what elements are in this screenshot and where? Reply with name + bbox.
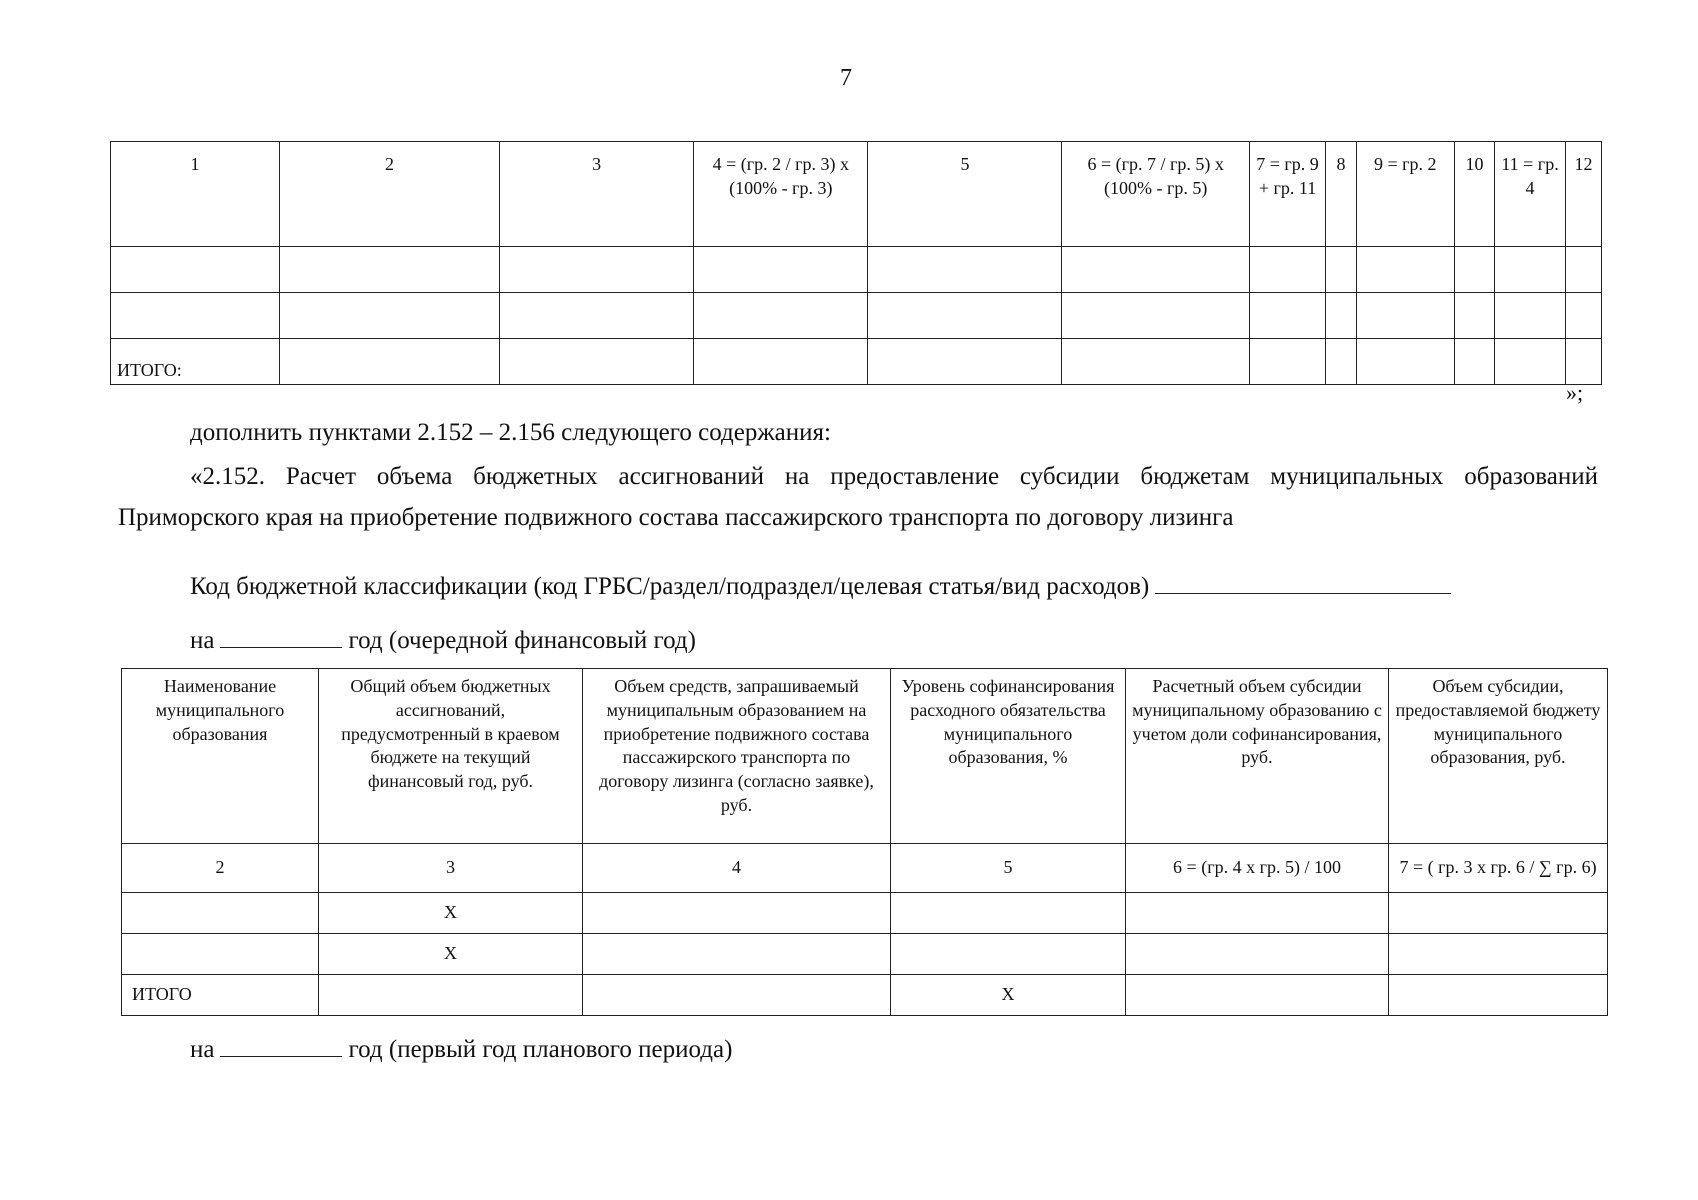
table-2-number-cell: 2 — [122, 844, 319, 893]
table-2-total-label: ИТОГО — [122, 975, 319, 1016]
page-number: 7 — [840, 65, 852, 91]
table-cell — [500, 247, 694, 293]
table-2-header-cell: Расчетный объем субсидии муниципальному образованию с учетом доли софинансирования, руб. — [1126, 669, 1389, 844]
table-cell — [1126, 893, 1389, 934]
table-2-number-cell: 3 — [319, 844, 583, 893]
table-cell — [1495, 293, 1566, 339]
table-cell — [1062, 247, 1249, 293]
table-cell — [279, 247, 499, 293]
table-cell — [111, 293, 280, 339]
table-2-header-cell: Наименование муниципального образования — [122, 669, 319, 844]
table-row — [111, 293, 1602, 339]
table-1-header-cell: 5 — [868, 142, 1062, 247]
table-cell — [1565, 339, 1601, 385]
year-line-1-prefix: на — [190, 627, 215, 654]
table-cell — [1126, 934, 1389, 975]
year-line-1-suffix: год (очередной финансовый год) — [348, 627, 696, 654]
year-line-1-blank — [220, 629, 342, 648]
table-1-header-cell: 2 — [279, 142, 499, 247]
supplement-paragraph: дополнить пунктами 2.152 – 2.156 следующего содержания: — [190, 419, 831, 446]
table-cell — [279, 293, 499, 339]
item-2-152-paragraph: «2.152. Расчет объема бюджетных ассигнований на предоставление субсидии бюджетам муниципальных образований Приморского края на приобретение подвижного состава пассажирского транспорта по договору лизинга — [118, 463, 1598, 531]
table-1-total-label: ИТОГО: — [111, 339, 280, 385]
table-cell-mark: Х — [891, 975, 1126, 1016]
table-cell — [1249, 247, 1325, 293]
table-2-header-cell: Общий объем бюджетных ассигнований, предусмотренный в краевом бюджете на текущий финансовый год, руб. — [319, 669, 583, 844]
table-cell — [1389, 934, 1608, 975]
table-cell — [1249, 293, 1325, 339]
year-line-1 — [190, 626, 696, 656]
table-cell — [583, 975, 891, 1016]
table-cell — [1389, 893, 1608, 934]
table-1-header-cell: 8 — [1326, 142, 1357, 247]
table-1-header-cell: 9 = гр. 2 — [1356, 142, 1454, 247]
table-1-total-row — [111, 339, 1602, 385]
table-cell — [1062, 293, 1249, 339]
table-cell — [500, 293, 694, 339]
table-row — [122, 934, 1608, 975]
year-line-2-blank — [220, 1038, 342, 1057]
table-2-number-cell: 4 — [583, 844, 891, 893]
budget-code-line — [190, 572, 1595, 602]
table-cell — [111, 247, 280, 293]
table-cell — [583, 934, 891, 975]
table-1 — [110, 141, 1602, 385]
table-2-number-cell: 5 — [891, 844, 1126, 893]
budget-code-label: Код бюджетной классификации (код ГРБС/раздел/подраздел/целевая статья/вид расходов) — [190, 573, 1150, 600]
table-2-number-row — [122, 844, 1608, 893]
table-2-number-cell: 7 = ( гр. 3 х гр. 6 / ∑ гр. 6) — [1389, 844, 1608, 893]
table-cell — [122, 934, 319, 975]
table-cell — [1454, 293, 1494, 339]
table-2 — [121, 668, 1608, 1016]
year-line-2 — [190, 1035, 732, 1065]
budget-code-blank — [1155, 575, 1451, 594]
table-cell — [694, 339, 868, 385]
table-1-header-cell: 4 = (гр. 2 / гр. 3) х (100% - гр. 3) — [694, 142, 868, 247]
table-cell — [868, 339, 1062, 385]
table-1-header-cell: 6 = (гр. 7 / гр. 5) х (100% - гр. 5) — [1062, 142, 1249, 247]
table-cell — [1454, 339, 1494, 385]
table-cell — [694, 247, 868, 293]
table-cell-mark: Х — [319, 893, 583, 934]
table-cell — [1454, 247, 1494, 293]
table-cell — [1356, 339, 1454, 385]
table-2-header-row — [122, 669, 1608, 844]
table-cell — [1062, 339, 1249, 385]
table-1-header-cell: 7 = гр. 9 + гр. 11 — [1249, 142, 1325, 247]
table-1-header-cell: 1 — [111, 142, 280, 247]
table-2-number-cell: 6 = (гр. 4 х гр. 5) / 100 — [1126, 844, 1389, 893]
table-cell — [1495, 247, 1566, 293]
table-row — [111, 247, 1602, 293]
table-cell — [868, 293, 1062, 339]
table-row — [122, 893, 1608, 934]
table-cell — [891, 893, 1126, 934]
year-line-2-prefix: на — [190, 1036, 215, 1063]
table-cell — [279, 339, 499, 385]
table-cell — [1356, 293, 1454, 339]
table-cell — [1389, 975, 1608, 1016]
table-cell — [1326, 247, 1357, 293]
table-cell — [1126, 975, 1389, 1016]
table-2-header-cell: Объем средств, запрашиваемый муниципальным образованием на приобретение подвижного состава пассажирского транспорта по договору лизинга (согласно заявке), руб. — [583, 669, 891, 844]
table-2-total-row — [122, 975, 1608, 1016]
table-cell — [319, 975, 583, 1016]
table-cell — [1565, 247, 1601, 293]
table-cell — [1495, 339, 1566, 385]
table-cell — [122, 893, 319, 934]
table-cell — [1326, 293, 1357, 339]
closing-quote: »; — [1566, 380, 1584, 405]
table-cell — [500, 339, 694, 385]
table-1-header-cell: 10 — [1454, 142, 1494, 247]
table-1-header-cell: 11 = гр. 4 — [1495, 142, 1566, 247]
table-cell — [583, 893, 891, 934]
table-1-header-cell: 12 — [1565, 142, 1601, 247]
table-2-header-cell: Уровень софинансирования расходного обязательства муниципального образования, % — [891, 669, 1126, 844]
year-line-2-suffix: год (первый год планового периода) — [348, 1036, 733, 1063]
table-2-header-cell: Объем субсидии, предоставляемой бюджету муниципального образования, руб. — [1389, 669, 1608, 844]
table-1-header-row — [111, 142, 1602, 247]
table-cell — [868, 247, 1062, 293]
table-cell — [1326, 339, 1357, 385]
table-cell-mark: Х — [319, 934, 583, 975]
table-cell — [1565, 293, 1601, 339]
table-cell — [694, 293, 868, 339]
table-cell — [891, 934, 1126, 975]
table-cell — [1249, 339, 1325, 385]
table-cell — [1356, 247, 1454, 293]
table-1-header-cell: 3 — [500, 142, 694, 247]
